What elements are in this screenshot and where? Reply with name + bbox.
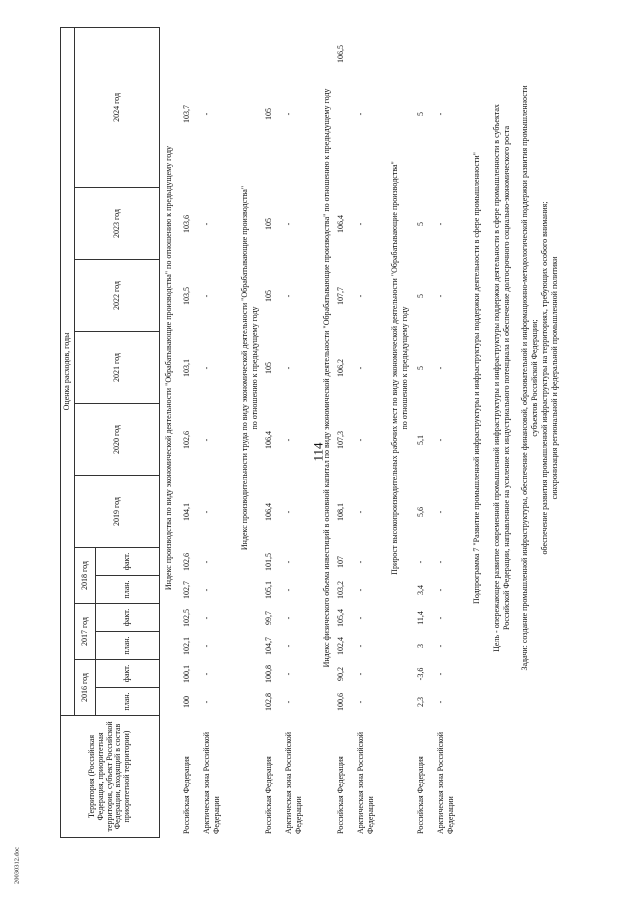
cell-value: 105,4 (336, 609, 345, 627)
cell-value: - (356, 112, 365, 116)
cell-value: - (436, 700, 445, 704)
row-name: Российская Федерация (416, 756, 425, 834)
cell-value: 107,7 (336, 287, 345, 305)
cell-value: - (436, 222, 445, 226)
cell-value: 103,6 (182, 215, 191, 233)
cell-value: - (356, 616, 365, 620)
cell-value: 105 (264, 290, 273, 302)
cell-value: 5 (416, 294, 425, 298)
cell-value: - (284, 588, 293, 592)
cell-value: 103,5 (182, 287, 191, 305)
header-plan: план. (96, 632, 160, 660)
header-year-2021: 2021 год (75, 332, 160, 404)
table-row (202, 28, 226, 838)
cell-value: 5 (416, 112, 425, 116)
subprogram-title: Подпрограмма 7 "Развитие промышленной инфраструктуры и инфраструктуры поддержки деятельности в сфере промышленности" (472, 152, 481, 604)
section-title: Индекс физического объема инвестиций в основной капитал по виду экономической деятельности "Обрабатывающие производства" по отношению к предыдущему году (322, 88, 331, 668)
cell-value: - (356, 438, 365, 442)
subprogram-goal: Цель - опережающее развитие современной промышленной инфраструктуры и инфраструктуры поддержки деятельности в сфере промышленности в субъектах (492, 104, 501, 652)
cell-value: - (436, 644, 445, 648)
cell-value: 100,1 (182, 665, 191, 683)
cell-value: 106,5 (336, 45, 345, 63)
cell-value: - (436, 438, 445, 442)
table-row (416, 28, 431, 838)
header-plan: план. (96, 576, 160, 604)
cell-value: 100,6 (336, 693, 345, 711)
cell-value: - (436, 366, 445, 370)
section-subtitle: по отношению к предыдущему году (400, 306, 409, 430)
table-row (436, 28, 460, 838)
section-title: Индекс производительности труда по виду экономической деятельности "Обрабатывающие производства" (240, 185, 249, 551)
cell-value: - (284, 700, 293, 704)
cell-value: - (202, 588, 211, 592)
cell-value: 101,5 (264, 553, 273, 571)
cell-value: 11,4 (416, 611, 425, 625)
cell-value: - (202, 112, 211, 116)
cell-value: 103,1 (182, 359, 191, 377)
cell-value: - (284, 438, 293, 442)
row-name: Российская Федерация (336, 756, 345, 834)
cell-value: 5 (416, 366, 425, 370)
cell-value: 102,5 (182, 609, 191, 627)
cell-value: 102,6 (182, 431, 191, 449)
cell-value: - (284, 644, 293, 648)
row-name: Арктическая зона Российской Федерации (436, 731, 455, 834)
header-year-2023: 2023 год (75, 188, 160, 260)
cell-value: - (356, 510, 365, 514)
row-name: Арктическая зона Российской Федерации (284, 731, 303, 834)
cell-value: - (356, 588, 365, 592)
cell-value: 5,6 (416, 507, 425, 517)
cell-value: 100 (182, 696, 191, 708)
header-territory: Территория (Российская Федерация, приоритетная территория, субъект Российской Федерации, входящий в состав приоритетной территории) (61, 716, 160, 838)
header-plan: план. (96, 688, 160, 716)
cell-value: - (436, 616, 445, 620)
cell-value: 104,7 (264, 637, 273, 655)
header-year-2020: 2020 год (75, 404, 160, 476)
section-title: Индекс производства по виду экономической деятельности "Обрабатывающие производства" по отношению к предыдущему году (164, 145, 173, 591)
table-row (264, 28, 279, 838)
header-fact: факт. (96, 660, 160, 688)
cell-value: 105,1 (264, 581, 273, 599)
subprogram-tasks: синхронизация региональной и федеральной промышленной политики (550, 256, 559, 500)
cell-value: - (284, 366, 293, 370)
rotated-table-page (60, 28, 559, 838)
document-code: 20030312.doc (13, 847, 21, 885)
cell-value: 5 (416, 222, 425, 226)
cell-value: - (356, 222, 365, 226)
subprogram-goal: Российской Федерации, направленное на усиление их индустриального потенциала и обеспечение долгосрочного социально-экономического роста (502, 125, 511, 631)
cell-value: - (436, 510, 445, 514)
row-name: Арктическая зона Российской Федерации (356, 731, 375, 834)
table-row (336, 28, 351, 838)
header-year-2022: 2022 год (75, 260, 160, 332)
cell-value: 106,2 (336, 359, 345, 377)
cell-value: - (284, 112, 293, 116)
cell-value: - (356, 672, 365, 676)
cell-value: - (202, 510, 211, 514)
table-row (182, 28, 197, 838)
cell-value: 103,2 (336, 581, 345, 599)
cell-value: 102,4 (336, 637, 345, 655)
table-row (284, 28, 308, 838)
cell-value: - (202, 560, 211, 564)
cell-value: - (284, 616, 293, 620)
cell-value: - (284, 294, 293, 298)
cell-value: - (356, 366, 365, 370)
cell-value: - (284, 510, 293, 514)
cell-value: 107,3 (336, 431, 345, 449)
subprogram-tasks: обеспечение развития промышленной инфраструктуры на территориях, требующих особого внимания; (540, 201, 549, 555)
cell-value: - (436, 672, 445, 676)
header-year-2018: 2018 год (75, 548, 96, 604)
cell-value: - (202, 294, 211, 298)
cell-value: 102,8 (264, 693, 273, 711)
cell-value: - (356, 700, 365, 704)
header-year-2019: 2019 год (75, 476, 160, 548)
header-fact: факт. (96, 548, 160, 576)
cell-value: 102,7 (182, 581, 191, 599)
cell-value: 100,8 (264, 665, 273, 683)
cell-value: - (202, 672, 211, 676)
header-year-2016: 2016 год (75, 660, 96, 716)
cell-value: - (436, 294, 445, 298)
table-row (356, 28, 380, 838)
section-subtitle: по отношению к предыдущему году (250, 306, 259, 430)
cell-value: - (416, 560, 425, 564)
subprogram-tasks: субъектов Российской Федерации; (530, 319, 539, 437)
subprogram-tasks: Задачи: создание промышленной инфраструктуры, обеспечение финансовой, образовательной и информационно-методологической поддержки развития промышленности (520, 85, 529, 671)
page-number: 114 (310, 442, 326, 462)
cell-value: 106,4 (264, 431, 273, 449)
header-spending-estimate: Оценка расходов, годы (61, 27, 75, 715)
cell-value: 2,3 (416, 697, 425, 707)
cell-value: 107 (336, 556, 345, 568)
cell-value: 5,1 (416, 435, 425, 445)
header-year-2017: 2017 год (75, 604, 96, 660)
cell-value: 99,7 (264, 611, 273, 625)
cell-value: 106,4 (264, 503, 273, 521)
row-name: Арктическая зона Российской Федерации (202, 731, 221, 834)
cell-value: - (356, 560, 365, 564)
cell-value: 103,7 (182, 105, 191, 123)
row-name: Российская Федерация (182, 756, 191, 834)
cell-value: - (436, 560, 445, 564)
cell-value: - (284, 560, 293, 564)
cell-value: - (436, 112, 445, 116)
header-year-2024: 2024 год (75, 27, 160, 187)
cell-value: 105 (264, 108, 273, 120)
cell-value: - (356, 644, 365, 648)
cell-value: 106,4 (336, 215, 345, 233)
cell-value: - (284, 222, 293, 226)
cell-value: 102,1 (182, 637, 191, 655)
table-header (60, 27, 160, 838)
cell-value: 102,6 (182, 553, 191, 571)
cell-value: 90,2 (336, 667, 345, 681)
row-name: Российская Федерация (264, 756, 273, 834)
cell-value: - (202, 366, 211, 370)
cell-value: - (284, 672, 293, 676)
cell-value: -3,6 (416, 667, 425, 681)
cell-value: - (436, 588, 445, 592)
cell-value: 105 (264, 362, 273, 374)
header-fact: факт. (96, 604, 160, 632)
cell-value: 104,1 (182, 503, 191, 521)
cell-value: - (202, 222, 211, 226)
cell-value: - (202, 700, 211, 704)
cell-value: 3,4 (416, 585, 425, 595)
cell-value: 3 (416, 644, 425, 648)
cell-value: - (202, 644, 211, 648)
cell-value: - (202, 438, 211, 442)
cell-value: - (356, 294, 365, 298)
cell-value: - (202, 616, 211, 620)
cell-value: 108,1 (336, 503, 345, 521)
section-title: Прирост высокопроизводительных рабочих мест по виду экономической деятельности "Обрабатывающие производства" (390, 161, 399, 575)
cell-value: 105 (264, 218, 273, 230)
